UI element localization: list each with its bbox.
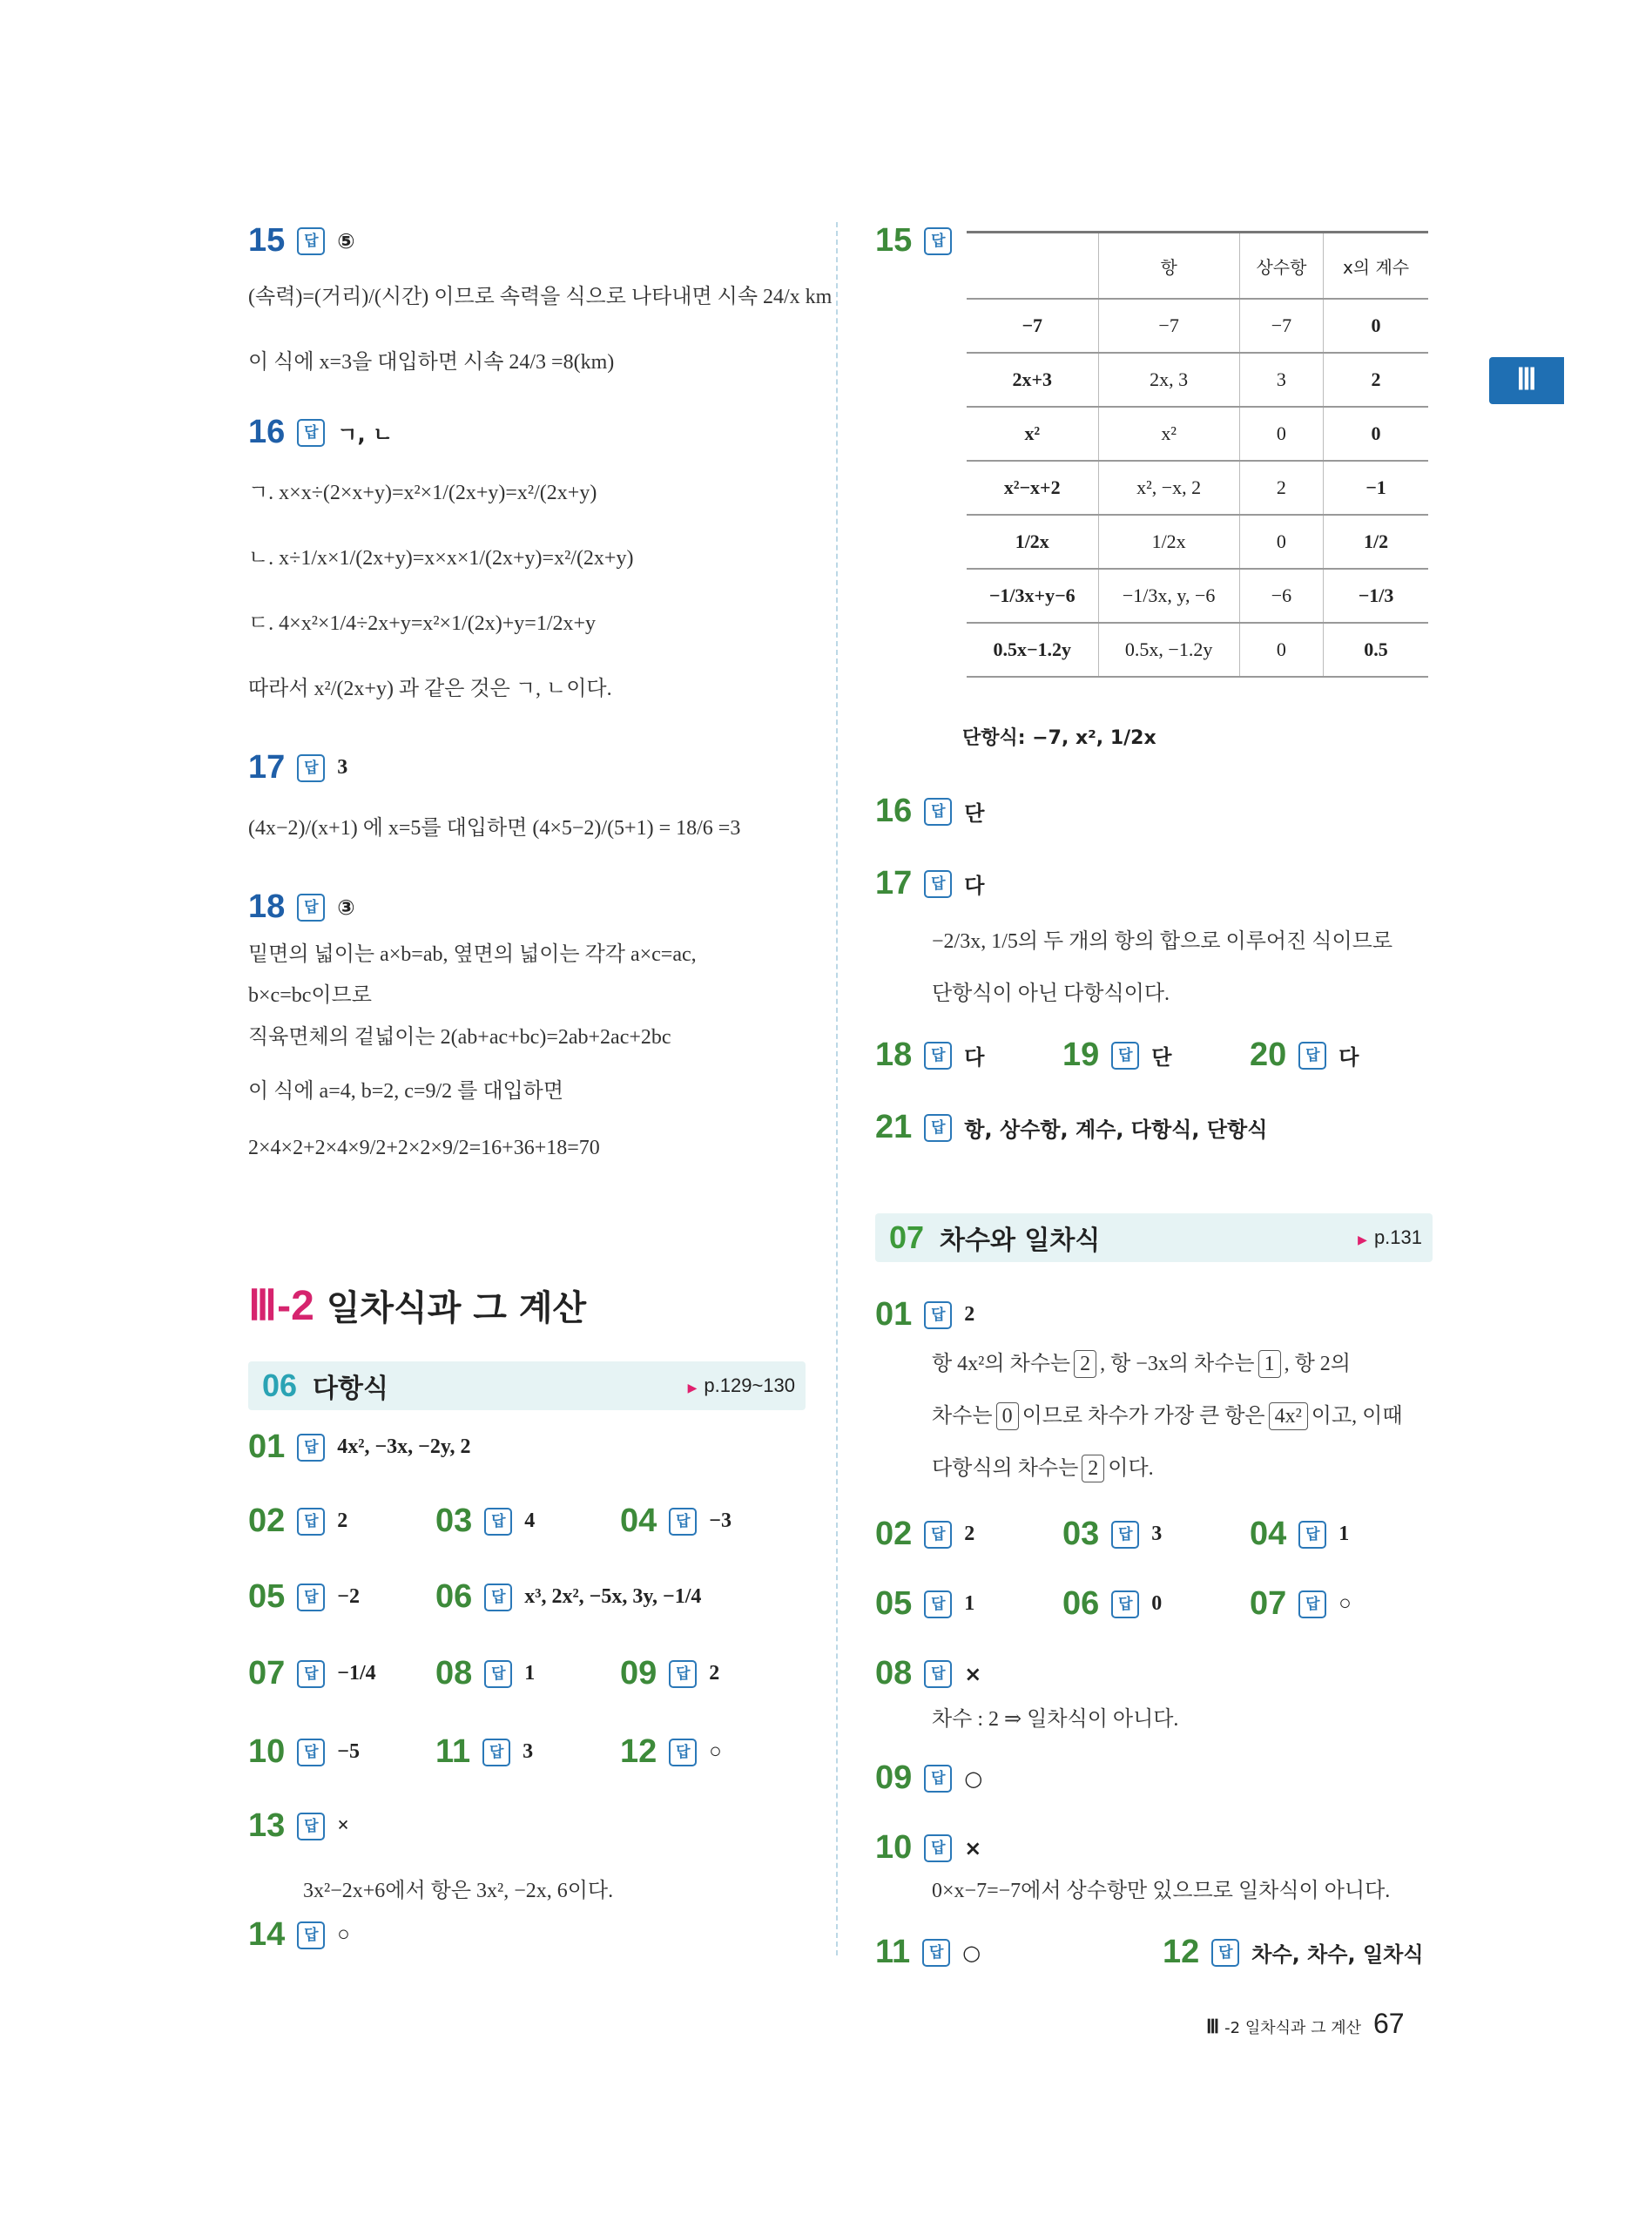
section-page <box>1358 1226 1422 1249</box>
answer-badge: 답 <box>297 1584 325 1611</box>
unit-number: -2 <box>277 1283 314 1329</box>
answer-item <box>1062 1516 1162 1553</box>
answer-item <box>435 1655 535 1692</box>
table-cell: 3 <box>1239 353 1323 407</box>
right-q20-header <box>1250 1037 1359 1074</box>
answer-value: 3 <box>523 1740 534 1763</box>
question-number: 08 <box>435 1655 473 1692</box>
r08-note: 차수 : 2 ⇒ 일차식이 아니다. <box>932 1708 1179 1731</box>
table-row <box>967 407 1428 461</box>
section-title: 다항식 <box>313 1374 388 1404</box>
term-table-wrap <box>967 231 1428 678</box>
footer-chapter: -2 일차식과 그 계산 <box>1224 2019 1361 2037</box>
section-title: 차수와 일차식 <box>940 1226 1101 1256</box>
column-divider <box>836 222 838 1955</box>
answer-badge: 답 <box>924 1301 952 1329</box>
right-q18-header <box>875 1037 984 1074</box>
answer-badge: 답 <box>924 1114 952 1142</box>
q15-line-2: 이 식에 x=3을 대입하면 시속 24/3 =8(km) <box>248 351 615 374</box>
table-cell: −7 <box>1098 299 1239 353</box>
question-number: 05 <box>248 1578 286 1615</box>
answer-value: 다 <box>964 874 985 898</box>
question-number: 07 <box>1250 1585 1287 1622</box>
answer-badge: 답 <box>924 798 952 826</box>
answer-badge: 답 <box>297 1921 325 1949</box>
triangle-icon: ▶ <box>687 1381 698 1395</box>
answer-item <box>248 1428 471 1466</box>
answer-badge: 답 <box>297 754 325 782</box>
question-number: 10 <box>248 1733 286 1770</box>
table-row <box>967 299 1428 353</box>
answer-value: −1/4 <box>337 1662 376 1685</box>
answer-badge: 답 <box>297 1434 325 1462</box>
answer-badge: 답 <box>297 227 325 255</box>
question-number: 07 <box>248 1655 286 1692</box>
answer-item <box>620 1733 722 1771</box>
answer-value: ○ <box>337 1923 350 1946</box>
text: 항 4x²의 차수는 <box>932 1353 1071 1375</box>
table-cell: −1 <box>1324 461 1428 515</box>
unit-title <box>248 1280 586 1330</box>
table-cell: x² <box>1098 407 1239 461</box>
table-cell: −1/3x+y−6 <box>967 569 1098 623</box>
r01-line-1 <box>932 1346 1351 1378</box>
right-q17-header <box>875 865 984 902</box>
r17-line-2: 단항식이 아닌 다항식이다. <box>932 983 1170 1005</box>
table-cell: 2 <box>1324 353 1428 407</box>
answer-item <box>1062 1585 1162 1623</box>
answer-badge: 답 <box>924 1590 952 1618</box>
chapter-tab: Ⅲ <box>1489 357 1564 404</box>
answer-badge: 답 <box>297 1739 325 1766</box>
question-number: 09 <box>620 1655 657 1692</box>
answer-badge: 답 <box>669 1739 697 1766</box>
table-cell: x², −x, 2 <box>1098 461 1239 515</box>
answer-item <box>248 1916 350 1954</box>
answer-value: 다 <box>1338 1045 1359 1070</box>
table-cell: 0 <box>1324 299 1428 353</box>
answer-value: 2 <box>709 1662 720 1685</box>
page-ref: p.129~130 <box>704 1374 795 1396</box>
answer-value: ㄱ, ㄴ <box>337 422 394 447</box>
answer-badge: 답 <box>669 1508 697 1536</box>
answer-value: 3 <box>337 756 348 779</box>
answer-item <box>248 1733 360 1771</box>
text: 차수는 <box>932 1405 993 1428</box>
answer-badge: 답 <box>1211 1939 1239 1967</box>
answer-item <box>248 1655 376 1692</box>
q18-line-1: 밑면의 넓이는 a×b=ab, 옆면의 넓이는 각각 a×c=ac, <box>248 943 697 966</box>
table-cell: 2 <box>1239 461 1323 515</box>
answer-value: ○ <box>962 1940 981 1965</box>
question-number: 02 <box>248 1503 286 1539</box>
q16-line-3: ㄷ. 4×x²×1/4÷2x+y=x²×1/(2x)+y=1/2x+y <box>248 612 597 635</box>
right-q19-header <box>1062 1037 1171 1074</box>
table-cell: 0 <box>1239 623 1323 677</box>
question-number: 15 <box>875 222 913 259</box>
question-number: 02 <box>875 1516 913 1552</box>
page-footer <box>1206 2008 1405 2040</box>
question-number: 12 <box>1163 1934 1200 1970</box>
left-q18-header <box>248 888 355 926</box>
table-cell: 0.5x, −1.2y <box>1098 623 1239 677</box>
table-row <box>967 461 1428 515</box>
q18-line-2: b×c=bc이므로 <box>248 984 372 1007</box>
right-r12-header <box>1163 1934 1424 1971</box>
question-number: 03 <box>435 1503 473 1539</box>
unit-roman: Ⅲ <box>248 1283 278 1329</box>
triangle-icon: ▶ <box>1358 1232 1367 1246</box>
table-cell: x²−x+2 <box>967 461 1098 515</box>
q16-line-2: ㄴ. x÷1/x×1/(2x+y)=x×x×1/(2x+y)=x²/(2x+y) <box>248 547 634 570</box>
answer-value: 2 <box>337 1509 348 1532</box>
question-number: 21 <box>875 1109 913 1145</box>
answer-value: x³, 2x², −5x, 3y, −1/4 <box>524 1585 702 1608</box>
answer-badge: 답 <box>922 1939 950 1967</box>
question-number: 08 <box>875 1655 913 1692</box>
question-number: 19 <box>1062 1037 1100 1073</box>
answer-badge: 답 <box>1111 1042 1139 1070</box>
answer-value: −2 <box>337 1585 360 1608</box>
q16-line-1: ㄱ. x×x÷(2×x+y)=x²×1/(2x+y)=x²/(2x+y) <box>248 482 597 504</box>
answer-item <box>1250 1585 1352 1623</box>
answer-item <box>248 1578 360 1616</box>
question-number: 01 <box>248 1428 286 1465</box>
answer-badge: 답 <box>484 1660 512 1688</box>
text: , 항 −3x의 차수는 <box>1100 1353 1255 1375</box>
table-header-cell: 항 <box>1098 233 1239 300</box>
q17-line-1: (4x−2)/(x+1) 에 x=5를 대입하면 (4×5−2)/(5+1) = 18/6 =3 <box>248 817 741 840</box>
answer-value: 1 <box>524 1662 536 1685</box>
answer-box: 2 <box>1074 1350 1096 1378</box>
question-number: 01 <box>875 1296 913 1333</box>
question-number: 12 <box>620 1733 657 1770</box>
table-header-cell: 상수항 <box>1239 233 1323 300</box>
question-number: 11 <box>435 1733 471 1770</box>
answer-box: 0 <box>996 1402 1019 1430</box>
answer-box: 2 <box>1082 1455 1104 1482</box>
answer-badge: 답 <box>297 1660 325 1688</box>
answer-value: × <box>964 1835 982 1860</box>
question-number: 05 <box>875 1585 913 1622</box>
answer-value: 4x², −3x, −2y, 2 <box>337 1435 471 1458</box>
answer-badge: 답 <box>1298 1521 1326 1549</box>
r01-line-2 <box>932 1398 1403 1430</box>
answer-item <box>620 1503 732 1540</box>
answer-value: 1 <box>1338 1523 1350 1545</box>
question-number: 13 <box>248 1807 286 1844</box>
answer-badge: 답 <box>1298 1590 1326 1618</box>
table-cell: 0 <box>1239 515 1323 569</box>
table-row <box>967 623 1428 677</box>
answer-badge: 답 <box>484 1508 512 1536</box>
answer-badge: 답 <box>1111 1521 1139 1549</box>
answer-badge: 답 <box>482 1739 510 1766</box>
right-r10-header <box>875 1829 981 1867</box>
section-06-bar <box>248 1361 806 1410</box>
answer-value: ③ <box>337 895 355 920</box>
section-number: 07 <box>889 1219 925 1255</box>
question-number: 03 <box>1062 1516 1100 1552</box>
answer-badge: 답 <box>669 1660 697 1688</box>
table-cell: 1/2x <box>1098 515 1239 569</box>
answer-box: 1 <box>1258 1350 1281 1378</box>
answer-badge: 답 <box>1111 1590 1139 1618</box>
answer-value: 2 <box>964 1523 975 1545</box>
table-cell: 1/2 <box>1324 515 1428 569</box>
answer-badge: 답 <box>924 1660 952 1688</box>
q15-line-1: (속력)=(거리)/(시간) 이므로 속력을 식으로 나타내면 시속 24/x km <box>248 286 833 308</box>
answer-value: −5 <box>337 1740 360 1763</box>
left-q17-header <box>248 749 347 787</box>
question-number: 16 <box>248 414 286 450</box>
right-r08-header <box>875 1655 981 1692</box>
question-number: 09 <box>875 1759 913 1796</box>
answer-value: ⑤ <box>337 228 355 253</box>
table-cell: −1/3x, y, −6 <box>1098 569 1239 623</box>
question-number: 17 <box>875 865 913 902</box>
answer-value: 0 <box>1151 1592 1163 1615</box>
table-cell: 0 <box>1324 407 1428 461</box>
right-r09-header <box>875 1759 982 1797</box>
table-header-cell <box>967 233 1098 300</box>
table-cell: 0 <box>1239 407 1323 461</box>
question-number: 06 <box>1062 1585 1100 1622</box>
answer-badge: 답 <box>297 1508 325 1536</box>
table-header-row <box>967 233 1428 300</box>
question-number: 15 <box>248 222 286 259</box>
text: 다항식의 차수는 <box>932 1457 1079 1480</box>
monomial-note: 단항식: −7, x², 1/2x <box>962 727 1156 749</box>
table-cell: 0.5 <box>1324 623 1428 677</box>
answer-badge: 답 <box>297 894 325 922</box>
answer-item <box>248 1807 349 1845</box>
text: 이므로 차수가 가장 큰 항은 <box>1022 1405 1265 1428</box>
right-q21-header <box>875 1109 1267 1146</box>
question-number: 11 <box>875 1934 911 1970</box>
term-table <box>967 231 1428 678</box>
table-row <box>967 353 1428 407</box>
question-number: 14 <box>248 1916 286 1953</box>
right-r01-header <box>875 1296 974 1334</box>
q13-note: 3x²−2x+6에서 항은 3x², −2x, 6이다. <box>303 1880 614 1902</box>
table-row <box>967 515 1428 569</box>
table-cell: 1/2x <box>967 515 1098 569</box>
answer-value: 차수, 차수, 일차식 <box>1251 1942 1424 1967</box>
answer-value: × <box>337 1814 349 1837</box>
text: , 항 2의 <box>1284 1353 1351 1375</box>
text: 이고, 이때 <box>1311 1405 1403 1428</box>
answer-value: 1 <box>964 1592 975 1615</box>
answer-value: 다 <box>964 1045 985 1070</box>
page-number: 67 <box>1373 2008 1405 2039</box>
table-cell: −7 <box>967 299 1098 353</box>
answer-box: 4x² <box>1269 1402 1308 1430</box>
answer-value: ○ <box>964 1766 983 1791</box>
text: 이다. <box>1108 1457 1154 1480</box>
answer-badge: 답 <box>924 1834 952 1862</box>
answer-badge: 답 <box>924 870 952 898</box>
answer-value: 4 <box>524 1509 536 1532</box>
answer-badge: 답 <box>484 1584 512 1611</box>
answer-item <box>875 1516 974 1553</box>
answer-value: 2 <box>964 1303 975 1326</box>
answer-item <box>248 1503 347 1540</box>
table-cell: x² <box>967 407 1098 461</box>
answer-item <box>875 1585 974 1623</box>
question-number: 04 <box>1250 1516 1287 1552</box>
q18-line-3: 직육면체의 겉넓이는 2(ab+ac+bc)=2ab+2ac+2bc <box>248 1026 671 1049</box>
answer-item <box>435 1733 533 1771</box>
answer-badge: 답 <box>1298 1042 1326 1070</box>
answer-item <box>1250 1516 1349 1553</box>
question-number: 16 <box>875 793 913 829</box>
answer-value: −3 <box>709 1509 732 1532</box>
answer-badge: 답 <box>924 1765 952 1793</box>
q18-line-5: 2×4×2+2×4×9/2+2×2×9/2=16+36+18=70 <box>248 1137 600 1159</box>
table-header-cell: x의 계수 <box>1324 233 1428 300</box>
table-cell: −6 <box>1239 569 1323 623</box>
question-number: 18 <box>248 888 286 925</box>
r17-line-1: −2/3x, 1/5의 두 개의 항의 합으로 이루어진 식이므로 <box>932 930 1392 953</box>
answer-badge: 답 <box>924 1521 952 1549</box>
table-cell: −1/3 <box>1324 569 1428 623</box>
table-cell: 0.5x−1.2y <box>967 623 1098 677</box>
table-row <box>967 569 1428 623</box>
answer-value: ○ <box>1338 1592 1352 1615</box>
answer-value: 단 <box>1151 1045 1172 1070</box>
question-number: 10 <box>875 1829 913 1866</box>
answer-badge: 답 <box>297 419 325 447</box>
table-cell: 2x+3 <box>967 353 1098 407</box>
answer-badge: 답 <box>297 1813 325 1840</box>
question-number: 04 <box>620 1503 657 1539</box>
q16-line-4: 따라서 x²/(2x+y) 과 같은 것은 ㄱ, ㄴ이다. <box>248 678 612 700</box>
footer-roman: Ⅲ <box>1206 2016 1220 2037</box>
r01-line-3 <box>932 1450 1154 1482</box>
question-number: 20 <box>1250 1037 1287 1073</box>
answer-item <box>620 1655 719 1692</box>
answer-item <box>435 1503 535 1540</box>
r10-note: 0×x−7=−7에서 상수항만 있으므로 일차식이 아니다. <box>932 1880 1391 1902</box>
answer-badge: 답 <box>924 1042 952 1070</box>
answer-item <box>435 1578 701 1616</box>
question-number: 06 <box>435 1578 473 1615</box>
left-q15-header <box>248 222 355 260</box>
section-number: 06 <box>262 1367 298 1403</box>
answer-value: ○ <box>709 1740 722 1763</box>
answer-value: 단 <box>964 801 985 826</box>
left-q16-header <box>248 414 393 451</box>
right-q16-header <box>875 793 984 830</box>
question-number: 18 <box>875 1037 913 1073</box>
answer-value: 3 <box>1151 1523 1163 1545</box>
question-number: 17 <box>248 749 286 786</box>
q18-line-4: 이 식에 a=4, b=2, c=9/2 를 대입하면 <box>248 1080 564 1103</box>
section-page <box>688 1374 795 1397</box>
right-r11-header <box>875 1934 981 1971</box>
answer-badge: 답 <box>924 227 952 255</box>
table-cell: −7 <box>1239 299 1323 353</box>
right-q15-header <box>875 222 952 260</box>
answer-value: × <box>964 1661 982 1686</box>
table-cell: 2x, 3 <box>1098 353 1239 407</box>
page-ref: p.131 <box>1373 1226 1422 1248</box>
section-07-bar <box>875 1213 1433 1262</box>
answer-value: 항, 상수항, 계수, 다항식, 단항식 <box>964 1118 1268 1142</box>
unit-text: 일차식과 그 계산 <box>326 1288 587 1328</box>
